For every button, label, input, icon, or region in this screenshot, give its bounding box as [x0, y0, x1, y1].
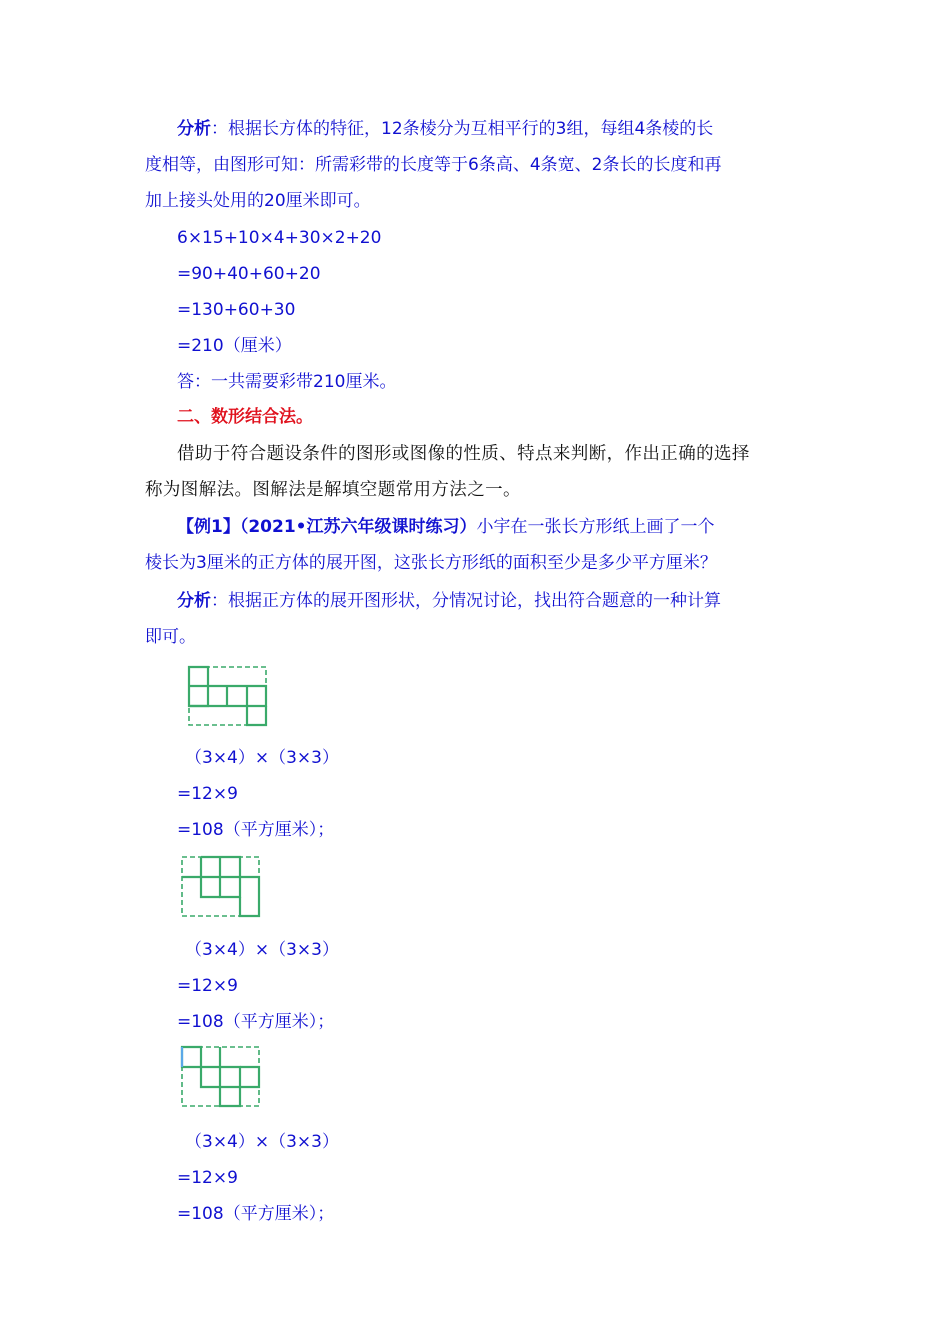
cube-net-figure-2	[178, 853, 264, 921]
section-desc-line-2: 称为图解法。图解法是解填空题常用方法之一。	[145, 480, 521, 500]
solution-3-step: =12×9	[177, 1168, 238, 1188]
cube-net-figure-1	[185, 663, 269, 727]
analysis-label: 分析	[177, 119, 211, 139]
solution-3-expr: （3×4）×（3×3）	[185, 1132, 339, 1152]
calc-line-2: =90+40+60+20	[177, 264, 321, 284]
example-line-1: 【例1】（2021•江苏六年级课时练习）小宇在一张长方形纸上画了一个	[177, 517, 715, 537]
analysis2-label: 分析	[177, 591, 211, 611]
solution-1-step: =12×9	[177, 784, 238, 804]
solution-2-expr: （3×4）×（3×3）	[185, 940, 339, 960]
analysis2-line-2: 即可。	[145, 627, 196, 647]
analysis2-line-1: 分析：根据正方体的展开图形状，分情况讨论，找出符合题意的一种计算	[177, 591, 721, 611]
solution-1-result: =108（平方厘米）；	[177, 820, 335, 840]
analysis-line-1: 分析：根据长方体的特征，12条棱分为互相平行的3组，每组4条棱的长	[177, 119, 714, 139]
calc-line-3: =130+60+30	[177, 300, 296, 320]
solution-2-step: =12×9	[177, 976, 238, 996]
example-line-2: 棱长为3厘米的正方体的展开图，这张长方形纸的面积至少是多少平方厘米？	[145, 553, 717, 573]
answer-line: 答：一共需要彩带210厘米。	[177, 372, 397, 392]
solution-2-result: =108（平方厘米）；	[177, 1012, 335, 1032]
analysis-line-2: 度相等，由图形可知：所需彩带的长度等于6条高、4条宽、2条长的长度和再	[145, 155, 722, 175]
solution-3-result: =108（平方厘米）；	[177, 1204, 335, 1224]
calc-line-4: =210（厘米）	[177, 336, 292, 356]
section-desc-line-1: 借助于符合题设条件的图形或图像的性质、特点来判断，作出正确的选择	[177, 444, 750, 464]
cube-net-figure-3	[178, 1043, 264, 1111]
section-heading: 二、数形结合法。	[177, 407, 313, 427]
example-tag: 【例1】	[177, 517, 240, 537]
solution-1-expr: （3×4）×（3×3）	[185, 748, 339, 768]
calc-line-1: 6×15+10×4+30×2+20	[177, 228, 382, 248]
analysis-line-3: 加上接头处用的20厘米即可。	[145, 191, 371, 211]
example-source: （2021•江苏六年级课时练习）	[239, 517, 477, 537]
